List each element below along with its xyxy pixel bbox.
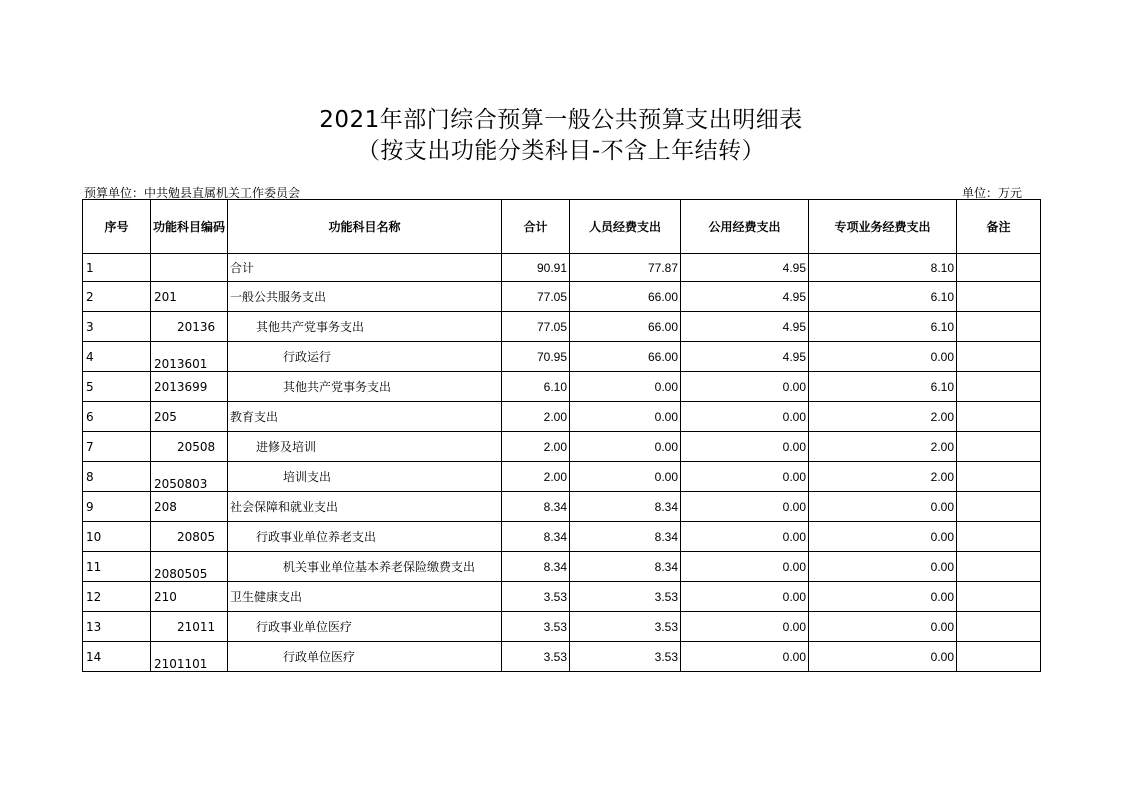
row-personnel: 3.53 [570, 642, 681, 672]
row-total: 2.00 [502, 432, 570, 462]
table-row [83, 402, 1041, 432]
row-seq: 2 [83, 282, 151, 312]
header-special: 专项业务经费支出 [809, 200, 957, 254]
row-note [957, 522, 1041, 552]
row-total: 77.05 [502, 282, 570, 312]
currency-unit-label: 单位：万元 [962, 186, 1023, 200]
row-note [957, 312, 1041, 342]
row-special: 0.00 [809, 582, 957, 612]
row-code: 2013699 [151, 372, 228, 402]
row-seq: 4 [83, 342, 151, 372]
row-note [957, 254, 1041, 282]
row-code: 21011 [151, 612, 228, 642]
row-special: 0.00 [809, 552, 957, 582]
row-personnel: 0.00 [570, 462, 681, 492]
row-name: 其他共产党事务支出 [228, 372, 502, 402]
row-public: 4.95 [681, 342, 809, 372]
row-special: 2.00 [809, 462, 957, 492]
row-public: 0.00 [681, 552, 809, 582]
row-personnel: 8.34 [570, 522, 681, 552]
row-code: 205 [151, 402, 228, 432]
row-name: 进修及培训 [228, 432, 502, 462]
row-total: 77.05 [502, 312, 570, 342]
row-code [151, 254, 228, 282]
row-code: 2050803 [151, 462, 228, 492]
row-public: 4.95 [681, 254, 809, 282]
row-seq: 1 [83, 254, 151, 282]
row-total: 8.34 [502, 492, 570, 522]
row-total: 3.53 [502, 642, 570, 672]
row-seq: 11 [83, 552, 151, 582]
row-personnel: 66.00 [570, 342, 681, 372]
row-name: 社会保障和就业支出 [228, 492, 502, 522]
row-personnel: 77.87 [570, 254, 681, 282]
row-special: 6.10 [809, 372, 957, 402]
row-total: 2.00 [502, 402, 570, 432]
row-special: 0.00 [809, 642, 957, 672]
row-special: 2.00 [809, 432, 957, 462]
row-note [957, 402, 1041, 432]
row-public: 4.95 [681, 282, 809, 312]
table-row [83, 462, 1041, 492]
row-special: 0.00 [809, 342, 957, 372]
header-code: 功能科目编码 [151, 200, 228, 254]
row-seq: 12 [83, 582, 151, 612]
row-seq: 6 [83, 402, 151, 432]
row-code: 2013601 [151, 342, 228, 372]
row-total: 3.53 [502, 612, 570, 642]
row-note [957, 612, 1041, 642]
row-public: 0.00 [681, 462, 809, 492]
table-row [83, 372, 1041, 402]
row-code: 20805 [151, 522, 228, 552]
row-note [957, 552, 1041, 582]
row-name: 行政单位医疗 [228, 642, 502, 672]
row-total: 2.00 [502, 462, 570, 492]
row-seq: 5 [83, 372, 151, 402]
row-seq: 7 [83, 432, 151, 462]
row-code: 2080505 [151, 552, 228, 582]
table-row [83, 492, 1041, 522]
row-special: 0.00 [809, 612, 957, 642]
row-total: 8.34 [502, 522, 570, 552]
row-code: 210 [151, 582, 228, 612]
row-personnel: 66.00 [570, 312, 681, 342]
table-row [83, 312, 1041, 342]
row-seq: 3 [83, 312, 151, 342]
row-name: 合计 [228, 254, 502, 282]
table-row [83, 282, 1041, 312]
row-note [957, 372, 1041, 402]
row-name: 其他共产党事务支出 [228, 312, 502, 342]
row-public: 0.00 [681, 432, 809, 462]
row-seq: 13 [83, 612, 151, 642]
table-row [83, 582, 1041, 612]
row-special: 6.10 [809, 312, 957, 342]
row-code: 201 [151, 282, 228, 312]
table-row [83, 552, 1041, 582]
row-name: 行政事业单位养老支出 [228, 522, 502, 552]
row-personnel: 3.53 [570, 612, 681, 642]
row-note [957, 582, 1041, 612]
table-header-row [83, 200, 1041, 254]
row-note [957, 282, 1041, 312]
row-special: 8.10 [809, 254, 957, 282]
row-total: 70.95 [502, 342, 570, 372]
page-title: 2021年部门综合预算一般公共预算支出明细表 [319, 107, 803, 133]
row-total: 3.53 [502, 582, 570, 612]
row-personnel: 66.00 [570, 282, 681, 312]
header-total: 合计 [502, 200, 570, 254]
budget-unit-label: 预算单位：中共勉县直属机关工作委员会 [84, 186, 301, 200]
row-special: 0.00 [809, 492, 957, 522]
row-seq: 8 [83, 462, 151, 492]
row-public: 4.95 [681, 312, 809, 342]
row-public: 0.00 [681, 372, 809, 402]
row-seq: 9 [83, 492, 151, 522]
row-total: 90.91 [502, 254, 570, 282]
table-row [83, 254, 1041, 282]
row-seq: 14 [83, 642, 151, 672]
row-name: 行政运行 [228, 342, 502, 372]
row-personnel: 8.34 [570, 492, 681, 522]
table-row [83, 342, 1041, 372]
header-note: 备注 [957, 200, 1041, 254]
header-name: 功能科目名称 [228, 200, 502, 254]
row-total: 8.34 [502, 552, 570, 582]
table-row [83, 612, 1041, 642]
table-row [83, 432, 1041, 462]
row-note [957, 462, 1041, 492]
header-seq: 序号 [83, 200, 151, 254]
row-special: 0.00 [809, 522, 957, 552]
row-public: 0.00 [681, 582, 809, 612]
row-note [957, 342, 1041, 372]
row-public: 0.00 [681, 642, 809, 672]
row-total: 6.10 [502, 372, 570, 402]
row-name: 行政事业单位医疗 [228, 612, 502, 642]
header-personnel: 人员经费支出 [570, 200, 681, 254]
row-note [957, 492, 1041, 522]
row-name: 培训支出 [228, 462, 502, 492]
row-personnel: 3.53 [570, 582, 681, 612]
page-subtitle: （按支出功能分类科目-不含上年结转） [356, 138, 766, 164]
row-code: 20508 [151, 432, 228, 462]
row-public: 0.00 [681, 612, 809, 642]
row-personnel: 0.00 [570, 402, 681, 432]
row-note [957, 642, 1041, 672]
row-code: 2101101 [151, 642, 228, 672]
row-name: 教育支出 [228, 402, 502, 432]
row-name: 卫生健康支出 [228, 582, 502, 612]
row-special: 6.10 [809, 282, 957, 312]
table-row [83, 642, 1041, 672]
row-code: 208 [151, 492, 228, 522]
expenditure-table [82, 199, 1041, 672]
row-seq: 10 [83, 522, 151, 552]
row-note [957, 432, 1041, 462]
row-public: 0.00 [681, 492, 809, 522]
row-personnel: 0.00 [570, 372, 681, 402]
row-code: 20136 [151, 312, 228, 342]
row-name: 机关事业单位基本养老保险缴费支出 [228, 552, 502, 582]
row-name: 一般公共服务支出 [228, 282, 502, 312]
header-public: 公用经费支出 [681, 200, 809, 254]
table-row [83, 522, 1041, 552]
row-public: 0.00 [681, 402, 809, 432]
row-personnel: 8.34 [570, 552, 681, 582]
row-public: 0.00 [681, 522, 809, 552]
row-special: 2.00 [809, 402, 957, 432]
row-personnel: 0.00 [570, 432, 681, 462]
